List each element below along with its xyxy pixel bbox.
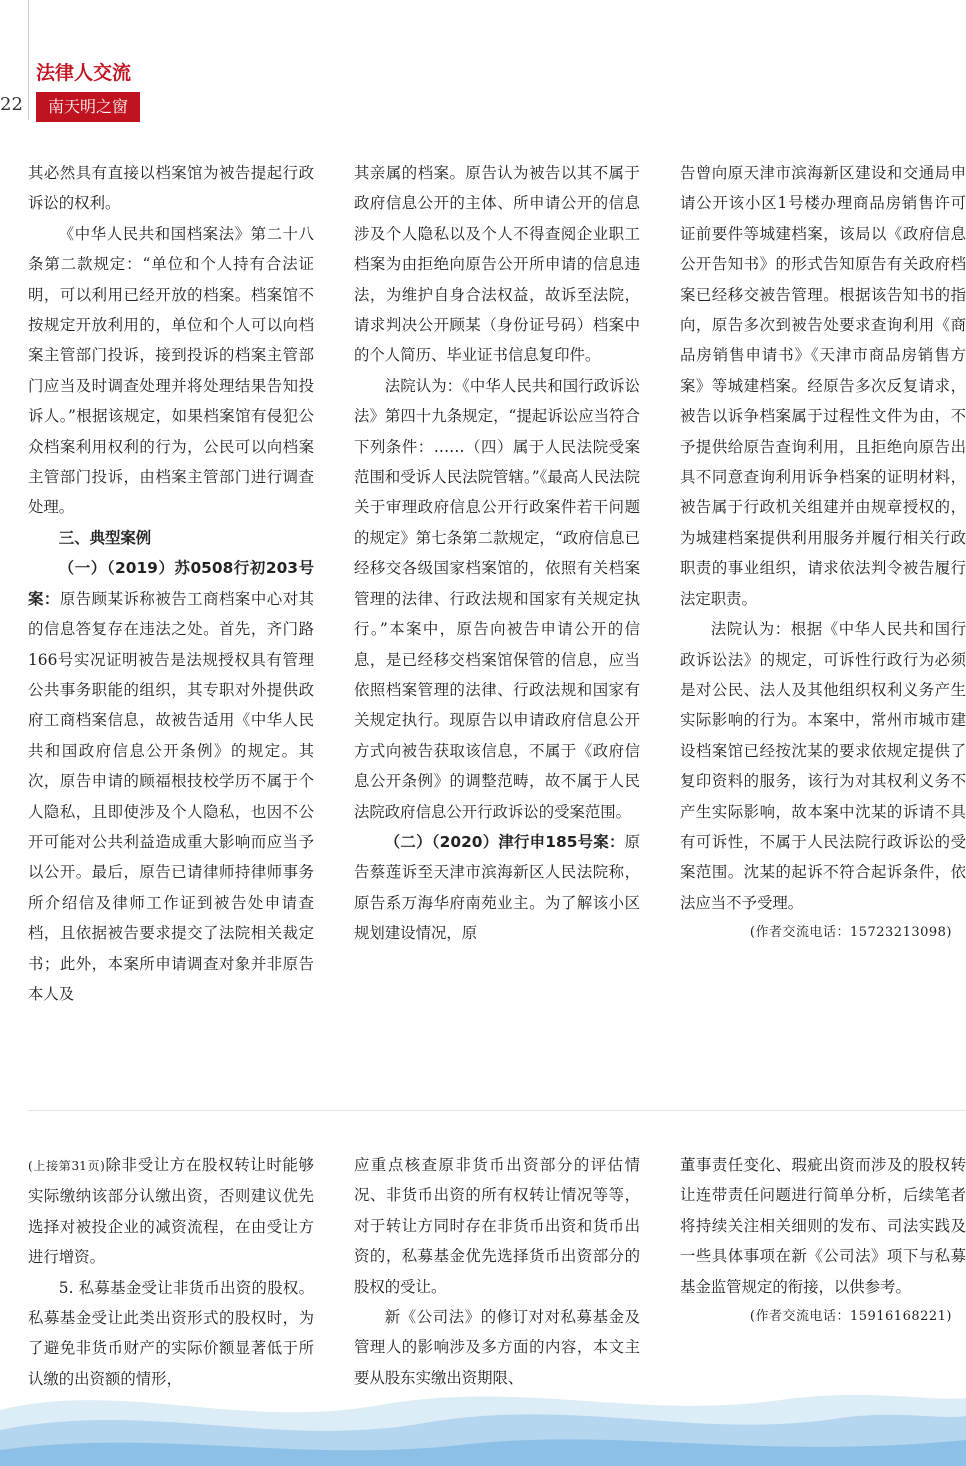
case-paragraph [354, 827, 640, 949]
paragraph: 法院认为：根据《中华人民共和国行政诉讼法》的规定，可诉性行政行为必须是对公民、法人及其他组织权利义务产生实际影响的行为。本案中，常州市城市建设档案馆已经按沈某的要求依规定提供了复印资料的服务，该行为对其权利义务不产生实际影响，故本案中沈某的诉请不具有可诉性，不属于人民法院行政诉讼的受案范围。沈某的起诉不符合起诉条件，依法应当不予受理。 [680, 620, 966, 912]
case-body: 原告蔡莲诉至天津市滨海新区人民法院称，原告系万海华府南苑业主。为了解该小区规划建设情况，原 [354, 832, 640, 943]
article1-column-1 [28, 158, 314, 1009]
case-title: （一）（2019）苏0508行初203号案： [28, 559, 314, 608]
column-label: 南天明之窗 [36, 92, 140, 122]
case-body: 原告顾某诉称被告工商档案中心对其的信息答复存在违法之处。首先，齐门路166号实况证明被告是法规授权具有管理公共事务职能的组织，其专职对外提供政府工商档案信息，故被告适用《中华人民共和国政府信息公开条例》的规定。其次，原告申请的顾福根技校学历不属于个人隐私，且即使涉及个人隐私，也因不公开可能对公共利益造成重大影响而应当予以公开。最后，原告已请律师持律师事务所介绍信及律师工作证到被告处申请查档，且依据被告要求提交了法院相关裁定书；此外，本案所申请调查对象并非原告本人及 [28, 589, 314, 1003]
continued-note: (上接第31页) [28, 1159, 105, 1173]
paragraph: 新《公司法》的修订对对私募基金及管理人的影响涉及多方面的内容，本文主要从股东实缴出资期限、 [354, 1308, 640, 1387]
paragraph-text: 除非受让方在股权转让时能够实际缴纳该部分认缴出资，否则建议优先选择对被投企业的减资流程，在由受让方进行增资。 [28, 1156, 314, 1267]
paragraph: 应重点核查原非货币出资部分的评估情况、非货币出资的所有权转让情况等等，对于转让方同时存在非货币出资和货币出资的，私募基金优先选择货币出资部分的股权的受让。 [354, 1156, 640, 1296]
wave-decoration [0, 1380, 966, 1466]
paragraph: 《中华人民共和国档案法》第二十八条第二款规定：“单位和个人持有合法证明，可以利用已经开放的档案。档案馆不按规定开放利用的，单位和个人可以向档案主管部门投诉，接到投诉的档案主管部门应当及时调查处理并将处理结果告知投诉人。”根据该规定，如果档案馆有侵犯公众档案利用权利的行为，公民可以向档案主管部门投诉，由档案主管部门进行调查处理。 [28, 224, 314, 517]
article-divider [28, 1110, 966, 1111]
article1-column-2 [354, 158, 640, 949]
article2-column-2 [354, 1150, 640, 1393]
author-contact: (作者交流电话：15916168221) [749, 1309, 952, 1325]
section-heading: 三、典型案例 [58, 528, 152, 547]
section-title: 法律人交流 [36, 62, 132, 84]
paragraph: 法院认为：《中华人民共和国行政诉讼法》第四十九条规定，“提起诉讼应当符合下列条件：……（四）属于人民法院受案范围和受诉人民法院管辖。”《最高人民法院关于审理政府信息公开行政案件若干问题的规定》第七条第二款规定，“政府信息已经移交各级国家档案馆的，依照有关档案管理的法律、行政法规和国家有关规定执行。”本案中，原告向被告申请公开的信息，是已经移交档案馆保管的信息，应当依照档案管理的法律、行政法规和国家有关规定执行。现原告以申请政府信息公开方式向被告获取该信息，不属于《政府信息公开条例》的调整范畴，故不属于人民法院政府信息公开行政诉讼的受案范围。 [354, 376, 640, 821]
paragraph: 其亲属的档案。原告认为被告以其不属于政府信息公开的主体、所申请公开的信息涉及个人隐私以及个人不得查阅企业职工档案为由拒绝向原告公开所申请的信息违法，为维护自身合法权益，故诉至法院，请求判决公开顾某（身份证号码）档案中的个人简历、毕业证书信息复印件。 [354, 164, 640, 365]
paragraph [28, 1150, 314, 1273]
article1-column-3 [680, 158, 966, 949]
article2-column-3 [680, 1150, 966, 1332]
paragraph: 5. 私募基金受让非货币出资的股权。私募基金受让此类出资形式的股权时，为了避免非货币财产的实际价额显著低于所认缴的出资额的情形， [28, 1278, 314, 1388]
header-vertical-rule [28, 0, 29, 120]
paragraph: 告曾向原天津市滨海新区建设和交通局申请公开该小区1号楼办理商品房销售许可证前要件等城建档案，该局以《政府信息公开告知书》的形式告知原告有关政府档案已经移交被告管理。根据该告知书的指向，原告多次到被告处要求查询利用《商品房销售申请书》《天津市商品房销售方案》等城建档案。经原告多次反复请求，被告以诉争档案属于过程性文件为由，不予提供给原告查询利用，且拒绝向原告出具不同意查询利用诉争档案的证明材料，被告属于行政机关组建并由规章授权的，为城建档案提供利用服务并履行相关行政职责的事业组织，请求依法判令被告履行法定职责。 [680, 164, 966, 608]
author-contact: (作者交流电话：15723213098) [749, 925, 952, 941]
article2-column-1 [28, 1150, 314, 1394]
paragraph: 董事责任变化、瑕疵出资而涉及的股权转让连带责任问题进行简单分析，后续笔者将持续关注相关细则的发布、司法实践及一些具体事项在新《公司法》项下与私募基金监管规定的衔接，以供参考。 [680, 1156, 966, 1296]
paragraph: 其必然具有直接以档案馆为被告提起行政诉讼的权利。 [28, 164, 314, 213]
page-number: 22 [0, 94, 23, 115]
case-paragraph [28, 553, 314, 1009]
case-title: （二）（2020）津行申185号案： [384, 832, 625, 851]
